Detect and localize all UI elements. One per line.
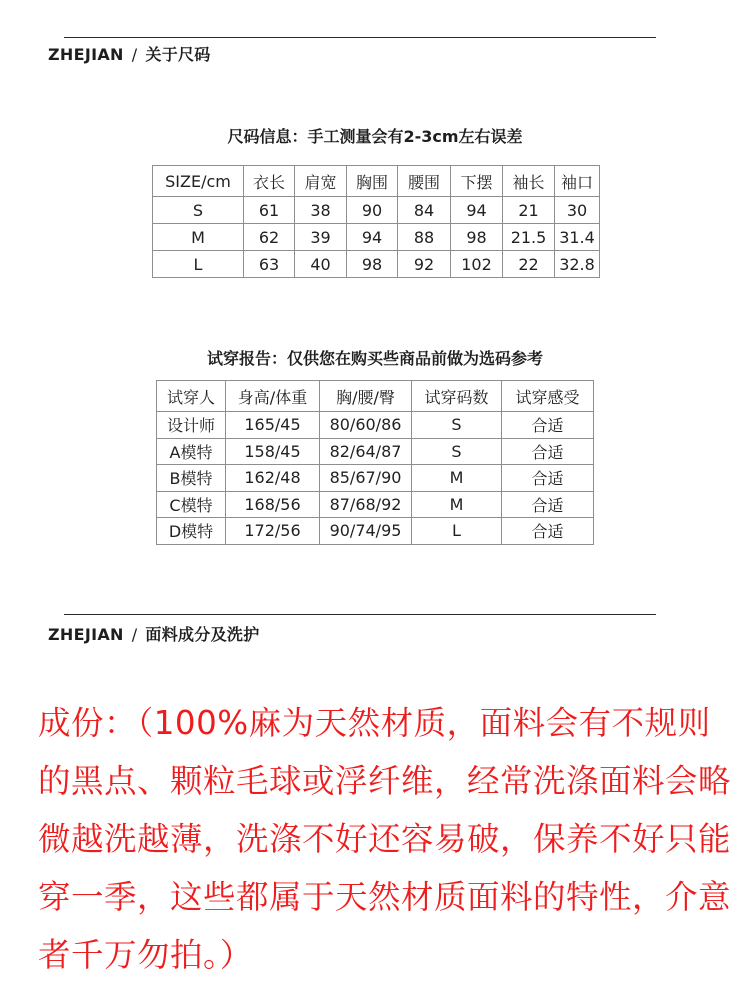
size-table-cell: 84	[398, 197, 451, 224]
section-header-size	[48, 42, 211, 65]
size-table-cell: 94	[451, 197, 503, 224]
size-table-cell: 22	[503, 251, 555, 278]
size-table	[152, 165, 600, 278]
section-title: 面料成分及洗护	[145, 625, 260, 644]
tryon-table-row	[157, 518, 594, 545]
size-table-row	[153, 197, 600, 224]
tryon-table-cell: S	[412, 438, 502, 465]
header-separator: /	[131, 625, 138, 644]
size-table-header-cell: 袖口	[555, 166, 600, 197]
size-table-cell: L	[153, 251, 244, 278]
size-table-row	[153, 224, 600, 251]
section-divider-fabric	[64, 614, 656, 615]
size-table-cell: S	[153, 197, 244, 224]
tryon-table-cell: 165/45	[226, 412, 320, 439]
brand-name: ZHEJIAN	[48, 45, 124, 64]
tryon-table-cell: 162/48	[226, 465, 320, 492]
tryon-table-row	[157, 465, 594, 492]
tryon-table-cell: M	[412, 465, 502, 492]
size-table-cell: 30	[555, 197, 600, 224]
size-table-caption: 尺码信息：手工测量会有2-3cm左右误差	[227, 127, 523, 146]
tryon-table-cell: 82/64/87	[320, 438, 412, 465]
section-divider-top	[64, 37, 656, 38]
size-table-header-cell: 腰围	[398, 166, 451, 197]
brand-name: ZHEJIAN	[48, 625, 124, 644]
tryon-table-header-cell: 试穿人	[157, 381, 226, 412]
fabric-care-note: 成份：（100%麻为天然材质，面料会有不规则的黑点、颗粒毛球或浮纤维，经常洗涤面料会略微越洗越薄，洗涤不好还容易破，保养不好只能穿一季，这些都属于天然材质面料的特性，介意者千万勿拍。）	[38, 704, 732, 974]
size-table-cell: 31.4	[555, 224, 600, 251]
size-table-header-row	[153, 166, 600, 197]
size-table-header-cell: 衣长	[244, 166, 295, 197]
size-table-header-cell: 袖长	[503, 166, 555, 197]
tryon-table	[156, 380, 594, 545]
tryon-table-cell: L	[412, 518, 502, 545]
tryon-table-cell: 设计师	[157, 412, 226, 439]
tryon-table-cell: B模特	[157, 465, 226, 492]
size-table-cell: 98	[347, 251, 398, 278]
tryon-table-row	[157, 491, 594, 518]
tryon-table-caption: 试穿报告：仅供您在购买些商品前做为选码参考	[206, 349, 543, 368]
tryon-table-cell: A模特	[157, 438, 226, 465]
header-separator: /	[131, 45, 138, 64]
size-table-cell: 62	[244, 224, 295, 251]
tryon-table-cell: 合适	[502, 491, 594, 518]
tryon-table-cell: S	[412, 412, 502, 439]
size-table-header-cell: 胸围	[347, 166, 398, 197]
size-table-cell: 63	[244, 251, 295, 278]
tryon-table-cell: 172/56	[226, 518, 320, 545]
tryon-table-cell: 合适	[502, 465, 594, 492]
size-table-cell: 94	[347, 224, 398, 251]
size-table-cell: 21	[503, 197, 555, 224]
tryon-table-header-row	[157, 381, 594, 412]
tryon-table-cell: C模特	[157, 491, 226, 518]
tryon-table-cell: M	[412, 491, 502, 518]
section-header-fabric	[48, 622, 260, 645]
size-table-header-cell: 下摆	[451, 166, 503, 197]
section-title: 关于尺码	[145, 45, 211, 64]
tryon-table-cell: 80/60/86	[320, 412, 412, 439]
tryon-table-cell: 合适	[502, 438, 594, 465]
tryon-table-header-cell: 胸/腰/臀	[320, 381, 412, 412]
tryon-table-row	[157, 412, 594, 439]
tryon-table-cell: 168/56	[226, 491, 320, 518]
size-table-row	[153, 251, 600, 278]
tryon-table-cell: 85/67/90	[320, 465, 412, 492]
size-table-cell: 102	[451, 251, 503, 278]
tryon-table-header-cell: 试穿感受	[502, 381, 594, 412]
tryon-table-row	[157, 438, 594, 465]
tryon-table-header-cell: 身高/体重	[226, 381, 320, 412]
tryon-table-header-cell: 试穿码数	[412, 381, 502, 412]
size-table-header-cell: SIZE/cm	[153, 166, 244, 197]
tryon-table-cell: 合适	[502, 518, 594, 545]
tryon-table-cell: 90/74/95	[320, 518, 412, 545]
size-table-cell: 92	[398, 251, 451, 278]
size-table-header-cell: 肩宽	[295, 166, 347, 197]
size-table-cell: 21.5	[503, 224, 555, 251]
size-table-cell: 32.8	[555, 251, 600, 278]
size-table-cell: 61	[244, 197, 295, 224]
size-table-cell: 39	[295, 224, 347, 251]
size-table-cell: 40	[295, 251, 347, 278]
size-table-cell: 90	[347, 197, 398, 224]
tryon-table-cell: D模特	[157, 518, 226, 545]
size-table-cell: M	[153, 224, 244, 251]
size-table-cell: 88	[398, 224, 451, 251]
tryon-table-cell: 158/45	[226, 438, 320, 465]
size-table-cell: 98	[451, 224, 503, 251]
size-table-cell: 38	[295, 197, 347, 224]
tryon-table-cell: 87/68/92	[320, 491, 412, 518]
tryon-table-cell: 合适	[502, 412, 594, 439]
